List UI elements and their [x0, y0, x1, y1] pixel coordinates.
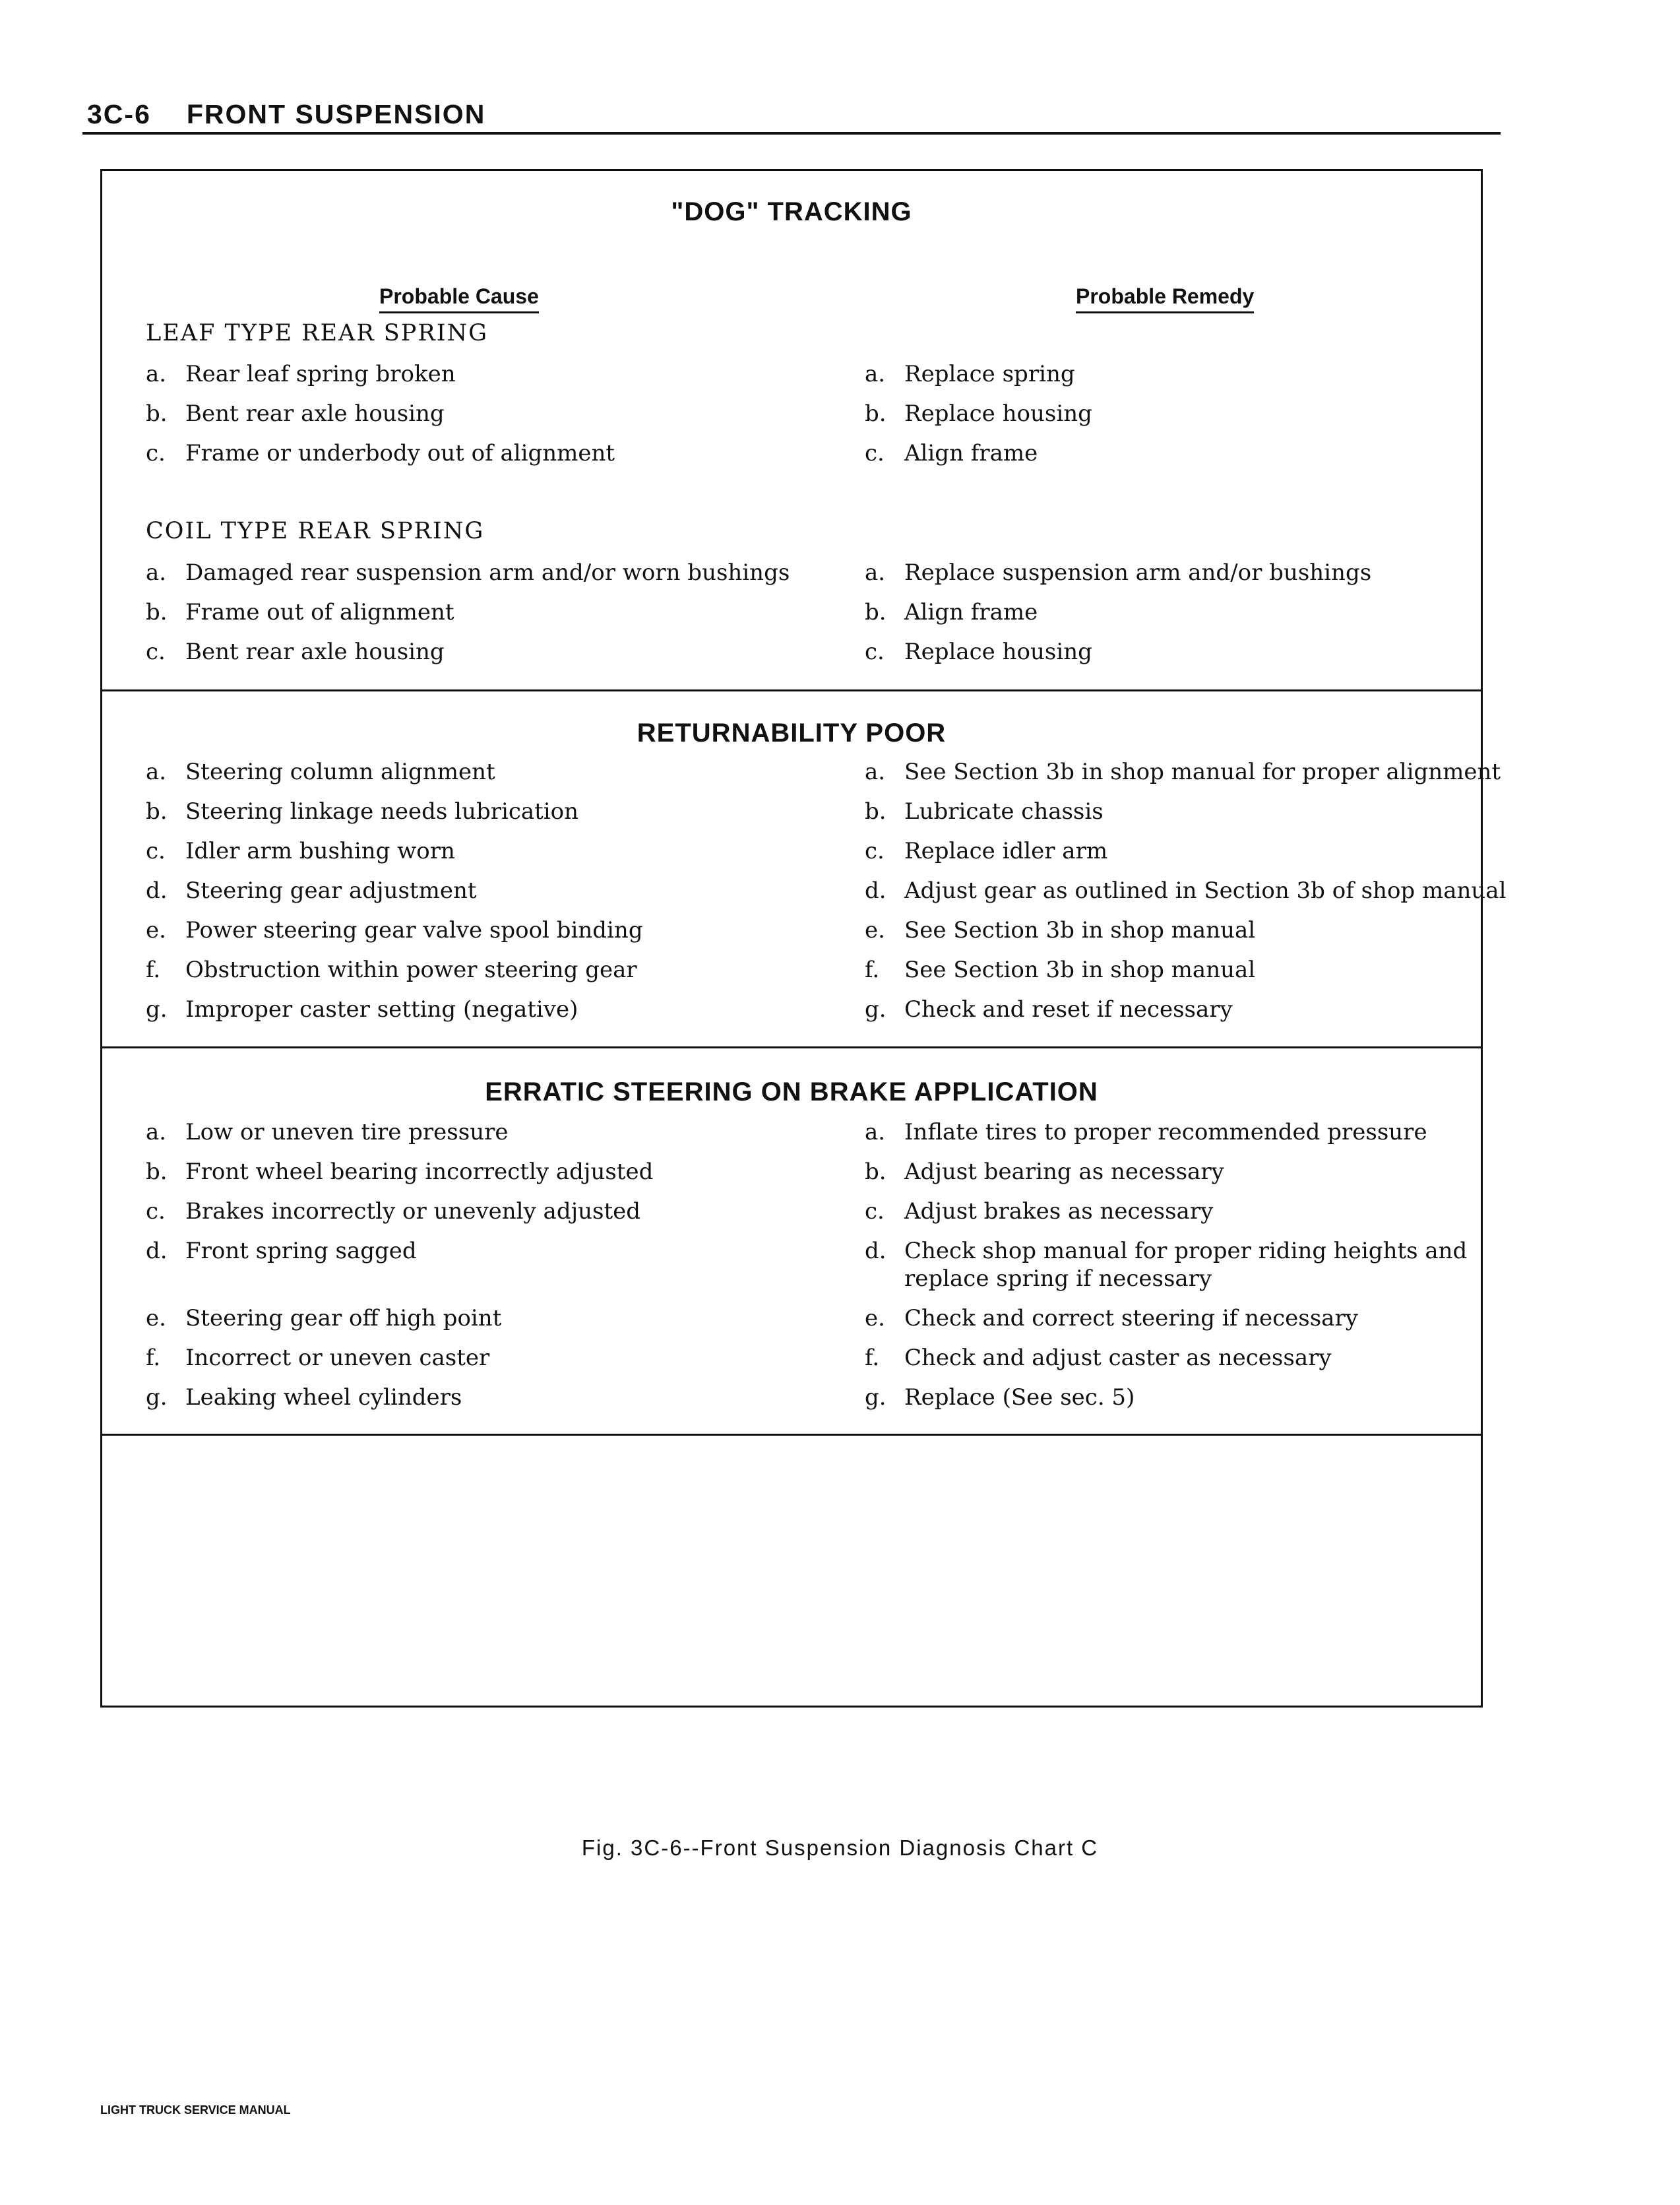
remedy-row: a. See Section 3b in shop manual for proper alignment	[865, 759, 1501, 785]
cause-row: b. Frame out of alignment	[146, 599, 454, 625]
section-title: FRONT SUSPENSION	[186, 99, 486, 129]
cause-row: d. Front spring sagged	[146, 1238, 417, 1264]
section-title-dog-tracking: "DOG" TRACKING	[671, 197, 912, 226]
section-code: 3C-6	[87, 99, 151, 129]
remedy-row: a. Replace suspension arm and/or bushings	[865, 559, 1372, 586]
cause-row: e. Steering gear off high point	[146, 1305, 502, 1331]
remedy-row: b. Adjust bearing as necessary	[865, 1159, 1224, 1185]
cause-row: g. Leaking wheel cylinders	[146, 1384, 462, 1411]
cause-row: b. Steering linkage needs lubrication	[146, 798, 579, 825]
remedy-row: b. Replace housing	[865, 400, 1092, 427]
cause-row: a. Steering column alignment	[146, 759, 495, 785]
diagnosis-chart	[100, 169, 1507, 1708]
cause-row: d. Steering gear adjustment	[146, 878, 477, 904]
remedy-row-continued: replace spring if necessary	[904, 1265, 1212, 1292]
cause-row: c. Brakes incorrectly or unevenly adjusted	[146, 1198, 641, 1225]
remedy-row: g. Check and reset if necessary	[865, 996, 1233, 1023]
remedy-row: e. See Section 3b in shop manual	[865, 917, 1256, 943]
remedy-row: f. Check and adjust caster as necessary	[865, 1345, 1332, 1371]
section-divider	[102, 1046, 1481, 1048]
cause-row: c. Bent rear axle housing	[146, 639, 445, 665]
remedy-row: b. Align frame	[865, 599, 1038, 625]
section-title-returnability: RETURNABILITY POOR	[637, 719, 947, 748]
cause-row: b. Bent rear axle housing	[146, 400, 445, 427]
group-label-coil: COIL TYPE REAR SPRING	[146, 518, 485, 544]
remedy-row: d. Adjust gear as outlined in Section 3b of shop manual	[865, 878, 1507, 904]
section-title-erratic-steering: ERRATIC STEERING ON BRAKE APPLICATION	[485, 1077, 1098, 1106]
remedy-row: g. Replace (See sec. 5)	[865, 1384, 1135, 1411]
remedy-row: d. Check shop manual for proper riding heights and	[865, 1238, 1468, 1264]
page-header	[87, 99, 485, 130]
cause-row: c. Idler arm bushing worn	[146, 838, 455, 864]
remedy-row: a. Replace spring	[865, 361, 1075, 387]
cause-row: e. Power steering gear valve spool binding	[146, 917, 643, 943]
remedy-row: c. Align frame	[865, 440, 1038, 466]
page-footer: LIGHT TRUCK SERVICE MANUAL	[100, 2103, 291, 2117]
remedy-row: f. See Section 3b in shop manual	[865, 957, 1256, 983]
remedy-row: c. Replace housing	[865, 639, 1092, 665]
figure-caption: Fig. 3C-6--Front Suspension Diagnosis Chart C	[581, 1836, 1099, 1860]
cause-row: g. Improper caster setting (negative)	[146, 996, 578, 1023]
cause-row: a. Damaged rear suspension arm and/or worn bushings	[146, 559, 790, 586]
cause-row: c. Frame or underbody out of alignment	[146, 440, 615, 466]
remedy-row: c. Replace idler arm	[865, 838, 1108, 864]
remedy-row: c. Adjust brakes as necessary	[865, 1198, 1214, 1225]
cause-row: a. Rear leaf spring broken	[146, 361, 456, 387]
column-header-remedy: Probable Remedy	[1076, 284, 1254, 313]
cause-row: a. Low or uneven tire pressure	[146, 1119, 509, 1145]
group-label-leaf: LEAF TYPE REAR SPRING	[146, 320, 489, 346]
cause-row: f. Obstruction within power steering gear	[146, 957, 637, 983]
section-divider	[102, 689, 1481, 691]
header-rule	[82, 132, 1501, 135]
remedy-row: a. Inflate tires to proper recommended pressure	[865, 1119, 1427, 1145]
cause-row: b. Front wheel bearing incorrectly adjusted	[146, 1159, 654, 1185]
cause-row: f. Incorrect or uneven caster	[146, 1345, 490, 1371]
remedy-row: b. Lubricate chassis	[865, 798, 1104, 825]
remedy-row: e. Check and correct steering if necessary	[865, 1305, 1358, 1331]
column-header-cause: Probable Cause	[379, 284, 539, 313]
section-divider	[102, 1434, 1481, 1436]
